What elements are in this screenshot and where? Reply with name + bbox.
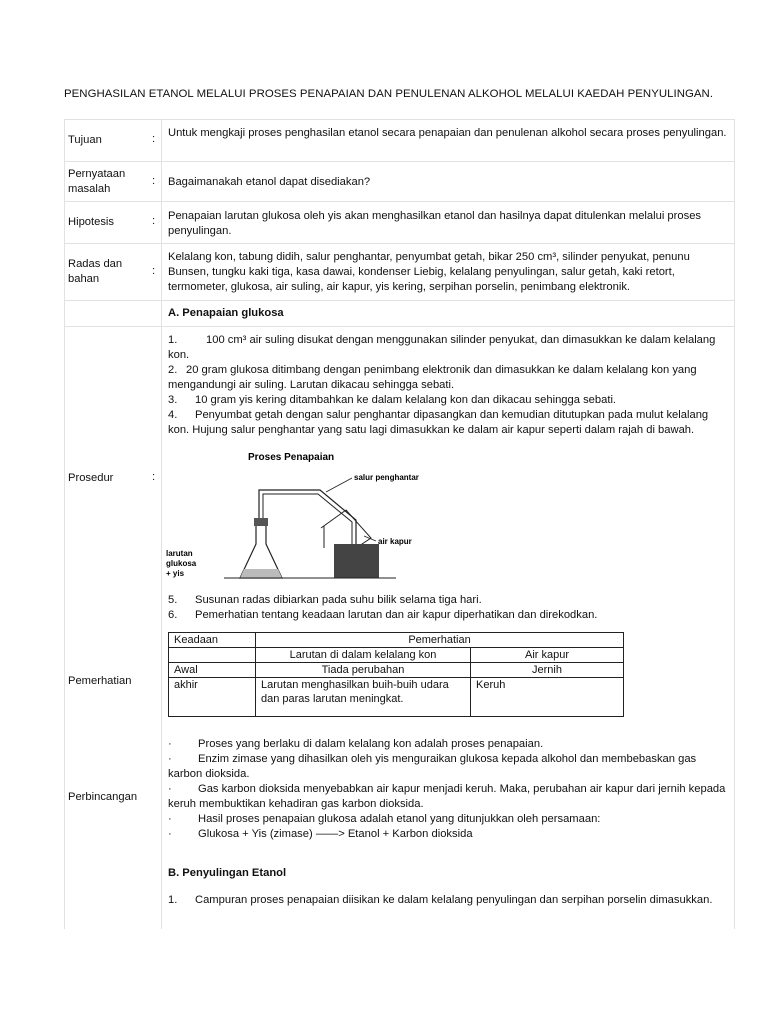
bullet-dot: · [168,753,172,765]
row-divider [64,300,734,301]
header-empty [169,648,256,663]
fermentation-diagram [166,448,446,584]
step-text: 10 gram yis kering ditambahkan ke dalam kelalang kon dan dikacau sehingga sebati. [195,394,617,406]
step-1 [168,333,728,363]
diagram-label-tube: salur penghantar [354,473,419,482]
step-text: 20 gram glukosa ditimbang dengan penimbang elektronik dan dimasukkan ke dalam kelalang kon yang mengandungi air suling. Larutan dikacau sehingga sebati. [168,364,697,391]
step-b-1 [168,893,728,908]
bullet-dot: · [168,783,172,795]
table-border-top [64,119,734,120]
pemerhatian-label: Pemerhatian [68,675,132,687]
section-b-steps [168,893,728,908]
boiling-tube [321,510,371,548]
hipotesis-text: Penapaian larutan glukosa oleh yis akan menghasilkan etanol dan hasilnya dapat ditulenkan melalui proses penyulingan. [168,210,702,237]
hipotesis-label: Hipotesis [68,216,115,228]
list-item [168,812,728,827]
header-larutan: Larutan di dalam kelalang kon [256,648,471,663]
cell-larutan: Larutan menghasilkan buih-buih udara dan paras larutan meningkat. [256,678,471,717]
step-6 [168,608,728,623]
observation-table [168,632,624,717]
prosedur-label: Prosedur [68,472,114,484]
bullet-dot: · [168,828,172,840]
step-text: Susunan radas dibiarkan pada suhu bilik selama tiga hari. [195,594,482,606]
step-2 [168,363,728,393]
diagram-title: Proses Penapaian [248,452,335,463]
table-border-right [734,119,735,929]
row-divider [64,326,734,327]
pernyataan-label: Pernyataan masalah [68,168,126,195]
cell-keadaan: Awal [169,663,256,678]
step-3 [168,393,728,408]
rubber-stopper [254,518,268,526]
delivery-tube [259,490,356,548]
tube-label-pointer [326,478,352,492]
step-5 [168,593,728,608]
header-pemerhatian: Pemerhatian [256,633,624,648]
row-divider [64,161,734,162]
limewater-block [334,544,379,578]
table-row [169,678,624,717]
header-air-kapur: Air kapur [471,648,624,663]
item-text: Glukosa + Yis (zimase) ——> Etanol + Karbon dioksida [198,828,473,840]
delivery-tube-inner [263,494,352,548]
perbincangan-label: Perbincangan [68,791,138,803]
step-number: 6. [168,609,178,621]
prosedur-colon: : [152,471,156,483]
section-b-heading: B. Penyulingan Etanol [168,867,287,879]
item-text: Proses yang berlaku di dalam kelalang kon adalah proses penapaian. [198,738,544,750]
step-number: 4. [168,409,178,421]
step-number: 5. [168,594,178,606]
step-number: 2. [168,364,178,376]
radas-text: Kelalang kon, tabung didih, salur penghantar, penyumbat getah, bikar 250 cm³, silinder penyukat, penunu Bunsen, tungku kaki tiga, kasa dawai, kondenser Liebig, kelalang penyulingan, salur getah, kaki retort, termometer, glukosa, air suling, air kapur, yis kering, serpihan porselin, penimbang elektronik. [168,251,690,293]
table-row [169,663,624,678]
row-divider [64,201,734,202]
cell-keadaan: akhir [169,678,256,717]
perbincangan-list [168,737,728,842]
step-number: 1. [168,894,178,906]
step-text: Penyumbat getah dengan salur penghantar dipasangkan dan kemudian ditutupkan pada mulut kelalang kon. Hujung salur penghantar yang satu lagi dimasukkan ke dalam air kapur seperti dalam rajah di bawah. [168,409,709,436]
row-divider [64,243,734,244]
tujuan-colon: : [152,133,156,145]
item-text: Enzim zimase yang dihasilkan oleh yis menguraikan glukosa kepada alkohol dan membebaskan gas karbon dioksida. [168,753,697,780]
item-text: Hasil proses penapaian glukosa adalah etanol yang ditunjukkan oleh persamaan: [198,813,601,825]
list-item [168,827,728,842]
diagram-label-limewater: air kapur [378,537,412,546]
prosedur-steps-after [168,593,728,623]
step-4 [168,408,728,438]
list-item [168,752,728,782]
radas-colon: : [152,265,156,277]
step-text: Campuran proses penapaian diisikan ke dalam kelalang penyulingan dan serpihan porselin dimasukkan. [195,894,713,906]
step-text: 100 cm³ air suling disukat dengan menggunakan silinder penyukat, dan dimasukkan ke dalam kelalang kon. [168,334,716,361]
bullet-dot: · [168,738,172,750]
step-text: Pemerhatian tentang keadaan larutan dan air kapur diperhatikan dan direkodkan. [195,609,598,621]
diagram-label-flask: glukosa [166,559,197,568]
flask-solution [240,569,282,578]
pernyataan-text: Bagaimanakah etanol dapat disediakan? [168,176,371,188]
header-keadaan: Keadaan [169,633,256,648]
cell-air-kapur: Jernih [471,663,624,678]
cell-air-kapur: Keruh [471,678,624,717]
item-text: Gas karbon dioksida menyebabkan air kapur menjadi keruh. Maka, perubahan air kapur dari jernih kepada keruh membuktikan kehadiran gas karbon dioksida. [168,783,726,810]
column-divider [161,119,162,929]
step-number: 3. [168,394,178,406]
bullet-dot: · [168,813,172,825]
tujuan-text: Untuk mengkaji proses penghasilan etanol secara penapaian dan penulenan alkohol secara proses penyulingan. [168,127,727,139]
radas-label: Radas dan bahan [68,258,123,285]
diagram-label-flask: + yis [166,569,185,578]
page-title: PENGHASILAN ETANOL MELALUI PROSES PENAPAIAN DAN PENULENAN ALKOHOL MELALUI KAEDAH PENYULINGAN. [64,88,714,100]
diagram-label-flask: larutan [166,549,193,558]
pernyataan-colon: : [152,175,156,187]
hipotesis-colon: : [152,215,156,227]
cell-larutan: Tiada perubahan [256,663,471,678]
section-a-heading: A. Penapaian glukosa [168,307,284,319]
step-number: 1. [168,334,178,346]
tujuan-label: Tujuan [68,134,102,146]
prosedur-steps [168,333,728,438]
list-item [168,782,728,812]
table-border-left [64,119,65,929]
list-item [168,737,728,752]
